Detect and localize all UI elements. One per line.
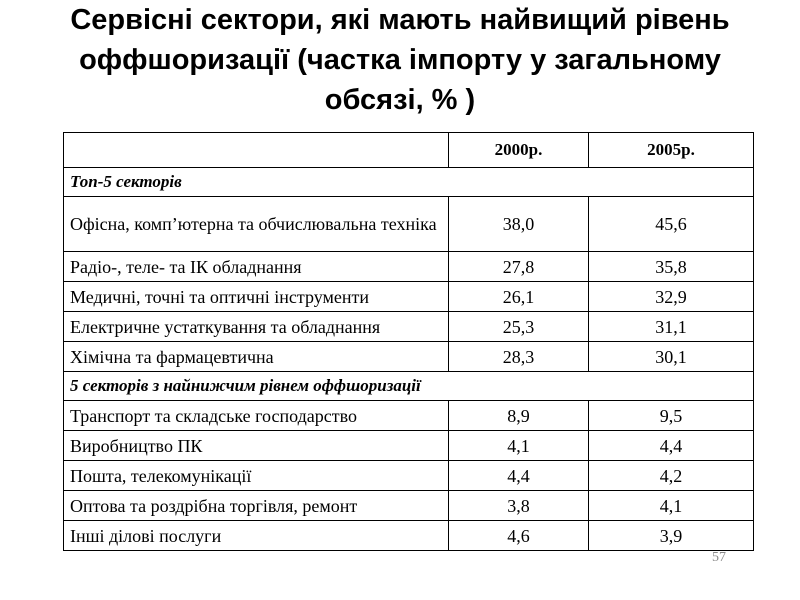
value-2000: 4,6	[449, 521, 589, 551]
value-2005: 9,5	[589, 401, 754, 431]
header-year-2005: 2005р.	[589, 133, 754, 168]
value-2005: 30,1	[589, 342, 754, 372]
table-row	[64, 282, 754, 312]
section-title-lowest5: 5 секторів з найнижчим рівнем оффшоризації	[64, 372, 754, 401]
page-number: 57	[712, 550, 726, 565]
sector-label: Електричне устаткування та обладнання	[64, 312, 449, 342]
slide-title: Сервісні сектори, які мають найвищий рівень оффшоризації (частка імпорту у загальному обсязі, % )	[70, 4, 730, 116]
value-2005: 31,1	[589, 312, 754, 342]
header-label-cell	[64, 133, 449, 168]
value-2000: 8,9	[449, 401, 589, 431]
sector-label: Інші ділові послуги	[64, 521, 449, 551]
table-header-row	[64, 133, 754, 168]
value-2005: 45,6	[589, 197, 754, 252]
value-2000: 28,3	[449, 342, 589, 372]
sector-label: Радіо-, теле- та ІК обладнання	[64, 252, 449, 282]
table-row	[64, 461, 754, 491]
offshoring-table	[63, 132, 754, 551]
value-2000: 4,1	[449, 431, 589, 461]
value-2000: 27,8	[449, 252, 589, 282]
sector-label: Оптова та роздрібна торгівля, ремонт	[64, 491, 449, 521]
table-row	[64, 401, 754, 431]
sector-label: Транспорт та складське господарство	[64, 401, 449, 431]
section-title-top5: Топ-5 секторів	[64, 168, 754, 197]
table-row	[64, 312, 754, 342]
section-header-row	[64, 372, 754, 401]
value-2000: 3,8	[449, 491, 589, 521]
value-2005: 4,4	[589, 431, 754, 461]
value-2005: 32,9	[589, 282, 754, 312]
value-2005: 3,9	[589, 521, 754, 551]
sector-label: Пошта, телекомунікації	[64, 461, 449, 491]
table-row	[64, 491, 754, 521]
table-row	[64, 521, 754, 551]
value-2000: 4,4	[449, 461, 589, 491]
value-2000: 38,0	[449, 197, 589, 252]
value-2000: 26,1	[449, 282, 589, 312]
value-2005: 4,1	[589, 491, 754, 521]
table-row	[64, 197, 754, 252]
table-row	[64, 252, 754, 282]
sector-label: Офісна, комп’ютерна та обчислювальна техніка	[64, 197, 449, 252]
value-2000: 25,3	[449, 312, 589, 342]
value-2005: 35,8	[589, 252, 754, 282]
sector-label: Медичні, точні та оптичні інструменти	[64, 282, 449, 312]
sector-label: Виробництво ПК	[64, 431, 449, 461]
sector-label: Хімічна та фармацевтична	[64, 342, 449, 372]
header-year-2000: 2000р.	[449, 133, 589, 168]
table-row	[64, 431, 754, 461]
value-2005: 4,2	[589, 461, 754, 491]
table-row	[64, 342, 754, 372]
section-header-row	[64, 168, 754, 197]
